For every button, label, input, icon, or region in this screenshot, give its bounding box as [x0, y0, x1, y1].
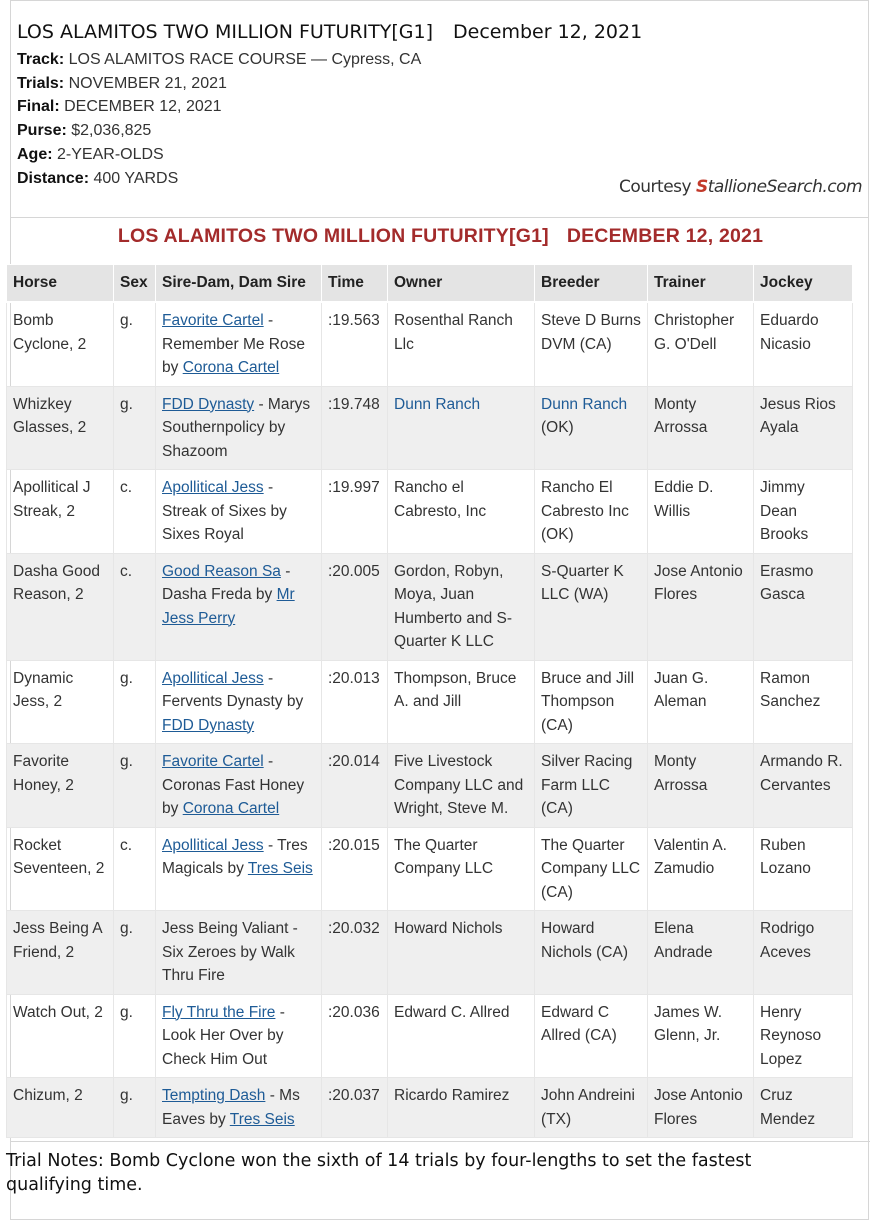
jockey-cell [754, 386, 853, 470]
dam-text: - Look Her Over by [162, 1003, 285, 1044]
jockey-cell [754, 302, 853, 386]
trainer-cell [648, 994, 754, 1078]
jockey-cell [754, 553, 853, 660]
jockey-cell [754, 911, 853, 995]
info-field [17, 167, 421, 191]
sire-link[interactable]: Favorite Cartel [162, 312, 264, 329]
trainer-cell [648, 553, 754, 660]
dam-text: - Dasha Freda by [162, 562, 291, 603]
owner-name: Rosenthal Ranch Llc [394, 312, 513, 353]
owner-cell [388, 302, 535, 386]
breeder-cell [535, 553, 648, 660]
breeder-name: Howard Nichols (CA) [541, 920, 628, 961]
horse-name: Apollitical J Streak, 2 [13, 479, 91, 520]
sire-link: Jess Being Valiant [162, 920, 289, 937]
owner-name: Gordon, Robyn, Moya, Juan Humberto and S-Quarter K LLC [394, 562, 513, 650]
dam-text: - Remember Me Rose by [162, 312, 305, 376]
horse-cell [7, 386, 114, 470]
table-row [7, 744, 853, 828]
time-cell [322, 1078, 388, 1138]
pedigree-cell [156, 744, 322, 828]
owner-name: Five Livestock Company LLC and Wright, Steve M. [394, 753, 524, 817]
horse-sex: g. [120, 312, 133, 329]
info-field-label: Trials: [17, 74, 65, 92]
horse-name: Dynamic Jess, 2 [13, 669, 74, 710]
owner-cell [388, 470, 535, 554]
sex-cell [114, 994, 156, 1078]
results-heading [11, 225, 870, 248]
owner-cell [388, 553, 535, 660]
race-details [17, 48, 421, 190]
jockey-cell [754, 660, 853, 744]
dam-sire-link: Sixes Royal [162, 526, 244, 543]
time-cell [322, 302, 388, 386]
race-time: :20.005 [328, 562, 380, 580]
table-row [7, 470, 853, 554]
info-field-label: Distance: [17, 169, 90, 187]
pedigree-cell [156, 470, 322, 554]
dam-sire-link[interactable]: Corona Cartel [182, 359, 280, 376]
pedigree-cell [156, 827, 322, 911]
dam-sire-link[interactable]: Tres Seis [247, 860, 313, 877]
pedigree-cell [156, 994, 322, 1078]
horse-sex: c. [120, 479, 133, 496]
trainer-name: Eddie D. Willis [654, 479, 714, 520]
sex-cell [114, 660, 156, 744]
horse-cell [7, 911, 114, 995]
owner-cell [388, 660, 535, 744]
sire-link[interactable]: Apollitical Jess [162, 479, 264, 496]
race-title: LOS ALAMITOS TWO MILLION FUTURITY[G1] [17, 21, 434, 43]
pedigree-cell [156, 386, 322, 470]
pedigree-cell [156, 1078, 322, 1138]
jockey-name: Ramon Sanchez [760, 669, 821, 710]
sire-link[interactable]: Good Reason Sa [162, 562, 281, 580]
info-field [17, 143, 421, 167]
sex-cell [114, 470, 156, 554]
table-row [7, 302, 853, 386]
jockey-cell [754, 744, 853, 828]
jockey-name: Eduardo Nicasio [760, 312, 819, 353]
owner-cell [388, 911, 535, 995]
dam-text: - Streak of Sixes by [162, 479, 287, 520]
column-header: Sire-Dam, Dam Sire [156, 265, 322, 303]
sex-cell [114, 1078, 156, 1138]
trainer-cell [648, 302, 754, 386]
dam-sire-link[interactable]: Corona Cartel [182, 800, 280, 817]
horse-name: Rocket Seventeen, 2 [13, 836, 105, 877]
table-row [7, 1078, 853, 1138]
breeder-cell [535, 302, 648, 386]
breeder-state: (OK) [541, 419, 574, 436]
breeder-cell [535, 994, 648, 1078]
time-cell [322, 386, 388, 470]
horse-name: Bomb Cyclone, 2 [13, 312, 87, 353]
info-field-label: Purse: [17, 122, 67, 140]
info-field-label: Final: [17, 98, 60, 116]
trainer-name: Jose Antonio Flores [654, 1087, 743, 1128]
breeder-link[interactable]: Dunn Ranch [541, 395, 628, 413]
breeder-cell [535, 386, 648, 470]
dam-text: - Tres Magicals by [162, 836, 308, 877]
owner-cell [388, 1078, 535, 1138]
sire-link[interactable]: Favorite Cartel [162, 753, 264, 770]
dam-sire-link[interactable]: Mr Jess Perry [162, 586, 295, 627]
time-cell [322, 994, 388, 1078]
jockey-name: Armando R. Cervantes [760, 753, 843, 794]
race-time: :19.748 [328, 395, 380, 413]
dam-text: - Six Zeroes by [162, 920, 298, 961]
breeder-name: Bruce and Jill Thompson (CA) [541, 669, 635, 734]
breeder-name: The Quarter Company LLC (CA) [541, 836, 641, 901]
courtesy-label: Courtesy [619, 177, 692, 197]
table-row [7, 911, 853, 995]
breeder-cell [535, 1078, 648, 1138]
jockey-cell [754, 994, 853, 1078]
dam-text: - Coronas Fast Honey by [162, 753, 305, 817]
time-cell [322, 744, 388, 828]
horse-name: Watch Out, 2 [13, 1003, 103, 1021]
horse-sex: g. [120, 1003, 133, 1021]
trainer-cell [648, 660, 754, 744]
dam-text: - Marys Southernpolicy by [162, 395, 311, 436]
horse-name: Dasha Good Reason, 2 [13, 562, 101, 603]
info-field-value: DECEMBER 12, 2021 [64, 98, 222, 116]
jockey-name: Jimmy Dean Brooks [760, 479, 809, 543]
dam-sire-link[interactable]: FDD Dynasty [162, 716, 255, 734]
jockey-name: Erasmo Gasca [760, 562, 814, 603]
dam-sire-link[interactable]: Tres Seis [229, 1110, 295, 1128]
owner-cell [388, 386, 535, 470]
horse-sex: g. [120, 669, 133, 687]
race-time: :19.563 [328, 312, 380, 329]
breeder-name: Edward C Allred (CA) [541, 1003, 617, 1044]
breeder-cell [535, 911, 648, 995]
breeder-cell [535, 744, 648, 828]
horse-cell [7, 302, 114, 386]
info-field-label: Age: [17, 145, 53, 163]
sire-link[interactable]: Apollitical Jess [162, 836, 264, 854]
table-row [7, 827, 853, 911]
owner-name: The Quarter Company LLC [394, 836, 494, 877]
horse-cell [7, 744, 114, 828]
owner-name: Howard Nichols [394, 920, 503, 937]
info-field [17, 48, 421, 72]
column-header: Jockey [754, 265, 853, 303]
time-cell [322, 660, 388, 744]
info-field-value: $2,036,825 [71, 122, 152, 140]
horse-sex: c. [120, 836, 133, 854]
breeder-cell [535, 660, 648, 744]
table-row [7, 660, 853, 744]
jockey-name: Ruben Lozano [760, 836, 811, 877]
owner-cell [388, 994, 535, 1078]
horse-sex: g. [120, 753, 133, 770]
info-field-label: Track: [17, 51, 65, 68]
trainer-name: Monty Arrossa [654, 753, 708, 794]
stallionesearch-logo[interactable]: StallioneSearch.com [695, 177, 863, 197]
jockey-name: Cruz Mendez [760, 1087, 816, 1128]
race-time: :20.015 [328, 836, 380, 854]
dam-sire-link: Walk Thru Fire [162, 943, 295, 984]
horse-sex: g. [120, 1087, 133, 1104]
time-cell [322, 827, 388, 911]
jockey-cell [754, 470, 853, 554]
jockey-cell [754, 1078, 853, 1138]
time-cell [322, 553, 388, 660]
sex-cell [114, 553, 156, 660]
info-field-value: 400 YARDS [93, 169, 179, 187]
breeder-cell [535, 827, 648, 911]
table-row [7, 994, 853, 1078]
breeder-name: Steve D Burns DVM (CA) [541, 312, 641, 353]
info-field-value: LOS ALAMITOS RACE COURSE — Cypress, CA [68, 51, 422, 68]
info-field-value: 2-YEAR-OLDS [57, 145, 164, 163]
jockey-name: Jesus Rios Ayala [760, 395, 836, 436]
horse-cell [7, 994, 114, 1078]
horse-sex: g. [120, 920, 133, 937]
sire-link[interactable]: Tempting Dash [162, 1087, 266, 1104]
column-header: Sex [114, 265, 156, 303]
race-info-header [11, 1, 868, 218]
pedigree-cell [156, 911, 322, 995]
owner-name[interactable]: Dunn Ranch [394, 395, 481, 413]
trainer-name: Monty Arrossa [654, 395, 708, 436]
race-date: December 12, 2021 [453, 21, 643, 43]
sex-cell [114, 744, 156, 828]
horse-name: Jess Being A Friend, 2 [13, 920, 102, 961]
breeder-cell [535, 470, 648, 554]
trainer-cell [648, 470, 754, 554]
dam-text: - Ms Eaves by [162, 1087, 300, 1128]
race-time: :19.997 [328, 479, 380, 496]
pedigree-cell [156, 660, 322, 744]
horse-sex: c. [120, 562, 133, 580]
time-cell [322, 911, 388, 995]
trial-notes: Trial Notes: Bomb Cyclone won the sixth of 14 trials by four-lengths to set the fastest qualifying time. [6, 1151, 752, 1195]
column-header: Breeder [535, 265, 648, 303]
jockey-name: Henry Reynoso Lopez [760, 1003, 822, 1068]
owner-cell [388, 827, 535, 911]
horse-cell [7, 553, 114, 660]
trainer-cell [648, 827, 754, 911]
sex-cell [114, 386, 156, 470]
table-row [7, 386, 853, 470]
info-field [17, 119, 421, 143]
breeder-name: S-Quarter K LLC (WA) [541, 562, 624, 603]
column-header: Time [322, 265, 388, 303]
sire-link[interactable]: Apollitical Jess [162, 669, 264, 687]
race-time: :20.032 [328, 920, 380, 937]
trainer-name: Elena Andrade [654, 920, 713, 961]
results-heading-title: LOS ALAMITOS TWO MILLION FUTURITY[G1] [117, 225, 549, 247]
trainer-name: Christopher G. O'Dell [654, 312, 735, 353]
race-time: :20.013 [328, 669, 380, 687]
race-time: :20.014 [328, 753, 380, 770]
sex-cell [114, 827, 156, 911]
owner-name: Thompson, Bruce A. and Jill [394, 669, 517, 710]
table-row [7, 553, 853, 660]
trainer-cell [648, 386, 754, 470]
info-field [17, 72, 421, 96]
dam-text: - Fervents Dynasty by [162, 669, 304, 710]
owner-name: Rancho el Cabresto, Inc [394, 479, 487, 520]
sex-cell [114, 302, 156, 386]
horse-cell [7, 827, 114, 911]
race-time: :20.037 [328, 1087, 380, 1104]
horse-name: Whizkey Glasses, 2 [13, 395, 87, 436]
table-header-row [7, 265, 853, 303]
trainer-cell [648, 911, 754, 995]
page-title [17, 21, 642, 43]
horse-name: Favorite Honey, 2 [13, 753, 74, 794]
sire-link[interactable]: Fly Thru the Fire [162, 1003, 276, 1021]
courtesy-credit[interactable] [619, 177, 862, 197]
trainer-cell [648, 1078, 754, 1138]
owner-name: Ricardo Ramirez [394, 1087, 510, 1104]
info-field-value: NOVEMBER 21, 2021 [68, 74, 227, 92]
horse-cell [7, 660, 114, 744]
dam-sire-link: Check Him Out [162, 1050, 268, 1068]
trainer-name: James W. Glenn, Jr. [654, 1003, 723, 1044]
horse-sex: g. [120, 395, 133, 413]
sire-link[interactable]: FDD Dynasty [162, 395, 255, 413]
column-header: Trainer [648, 265, 754, 303]
horse-cell [7, 1078, 114, 1138]
jockey-name: Rodrigo Aceves [760, 920, 815, 961]
trainer-name: Juan G. Aleman [654, 669, 709, 710]
owner-cell [388, 744, 535, 828]
time-cell [322, 470, 388, 554]
sex-cell [114, 911, 156, 995]
results-table [6, 264, 853, 1138]
race-time: :20.036 [328, 1003, 380, 1021]
dam-sire-link: Shazoom [162, 442, 228, 460]
column-header: Owner [388, 265, 535, 303]
trainer-name: Jose Antonio Flores [654, 562, 743, 603]
horse-cell [7, 470, 114, 554]
jockey-cell [754, 827, 853, 911]
results-heading-date: DECEMBER 12, 2021 [566, 225, 764, 247]
pedigree-cell [156, 553, 322, 660]
breeder-name: John Andreini (TX) [541, 1087, 635, 1128]
info-field [17, 95, 421, 119]
breeder-name: Silver Racing Farm LLC (CA) [541, 753, 633, 817]
breeder-name: Rancho El Cabresto Inc (OK) [541, 479, 629, 543]
trainer-cell [648, 744, 754, 828]
trainer-name: Valentin A. Zamudio [654, 836, 727, 877]
column-header: Horse [7, 265, 114, 303]
horse-name: Chizum, 2 [13, 1087, 83, 1104]
pedigree-cell [156, 302, 322, 386]
owner-name: Edward C. Allred [394, 1003, 510, 1021]
